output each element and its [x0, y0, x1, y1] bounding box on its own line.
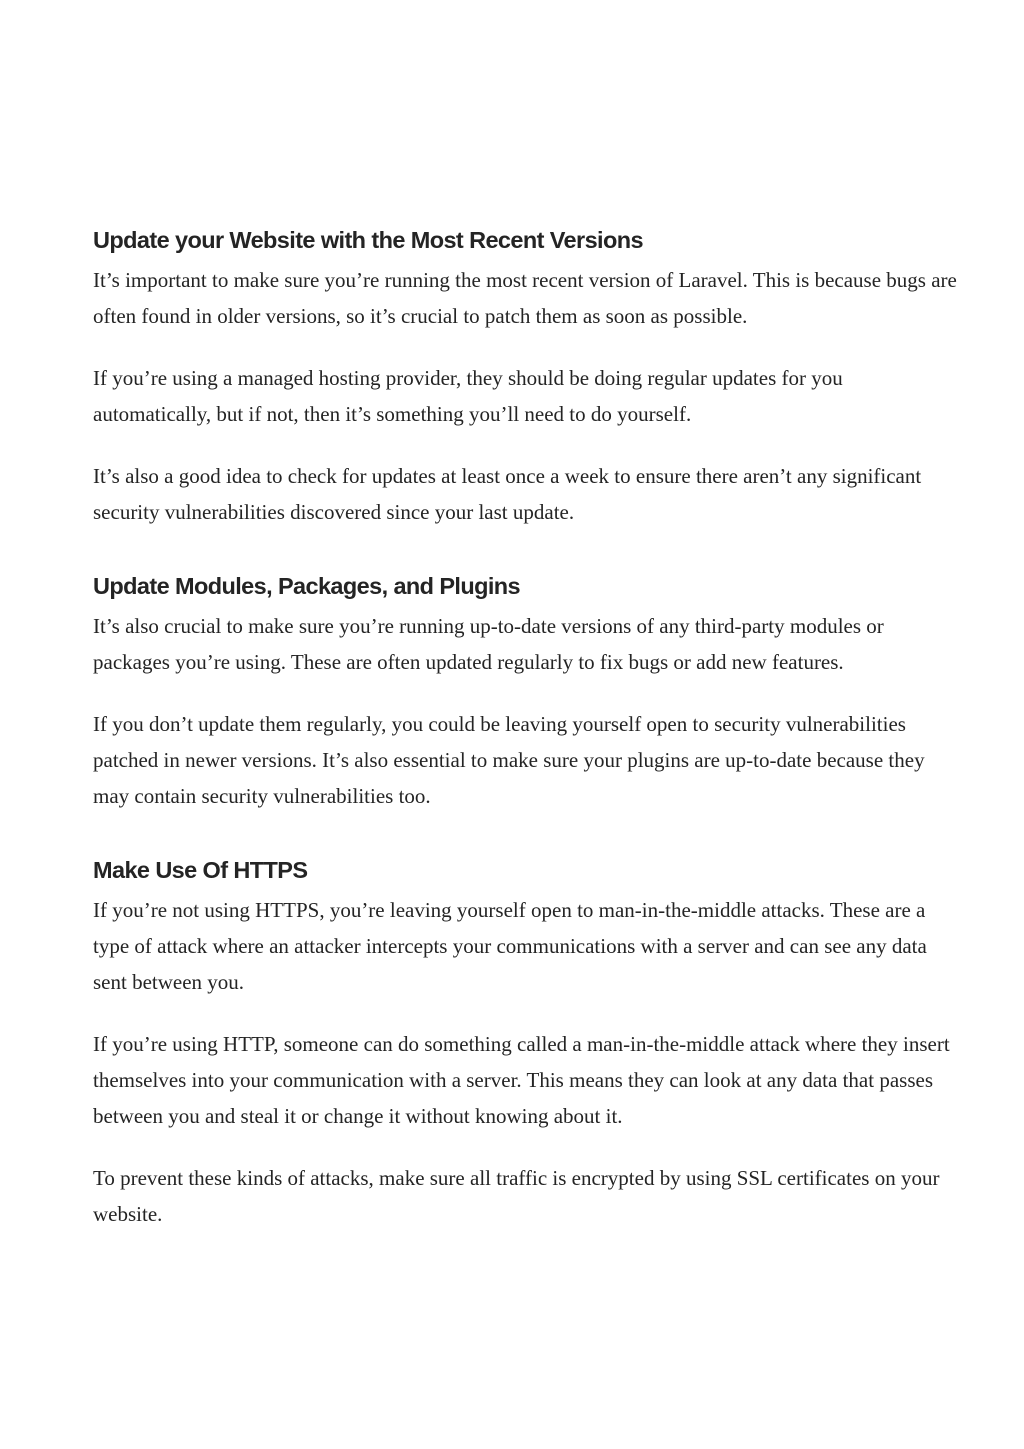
- section-heading: Update Modules, Packages, and Plugins: [93, 573, 521, 599]
- section-update-modules: [93, 568, 963, 814]
- paragraph: If you’re using HTTP, someone can do something called a man-in-the-middle attack where they insert themselves into your communication with a server. This means they can look at any data that passes between you and steal it or change it without knowing about it.: [93, 1032, 950, 1128]
- section-update-website: [93, 222, 963, 530]
- section-https: [93, 852, 963, 1232]
- paragraph: It’s important to make sure you’re running the most recent version of Laravel. This is because bugs are often found in older versions, so it’s crucial to patch them as soon as possible.: [93, 268, 957, 328]
- paragraph: If you’re using a managed hosting provider, they should be doing regular updates for you automatically, but if not, then it’s something you’ll need to do yourself.: [93, 366, 843, 426]
- section-heading: Make Use Of HTTPS: [93, 857, 308, 883]
- section-heading: Update your Website with the Most Recent Versions: [93, 227, 643, 253]
- paragraph: If you don’t update them regularly, you could be leaving yourself open to security vulnerabilities patched in newer versions. It’s also essential to make sure your plugins are up-to-date because they may contain security vulnerabilities too.: [93, 712, 925, 808]
- paragraph: To prevent these kinds of attacks, make sure all traffic is encrypted by using SSL certificates on your website.: [93, 1166, 940, 1226]
- article-body: [93, 222, 963, 1232]
- paragraph: If you’re not using HTTPS, you’re leaving yourself open to man-in-the-middle attacks. These are a type of attack where an attacker intercepts your communications with a server and can see any data sent between you.: [93, 898, 927, 994]
- paragraph: It’s also a good idea to check for updates at least once a week to ensure there aren’t any significant security vulnerabilities discovered since your last update.: [93, 464, 922, 524]
- paragraph: It’s also crucial to make sure you’re running up-to-date versions of any third-party modules or packages you’re using. These are often updated regularly to fix bugs or add new features.: [93, 614, 884, 674]
